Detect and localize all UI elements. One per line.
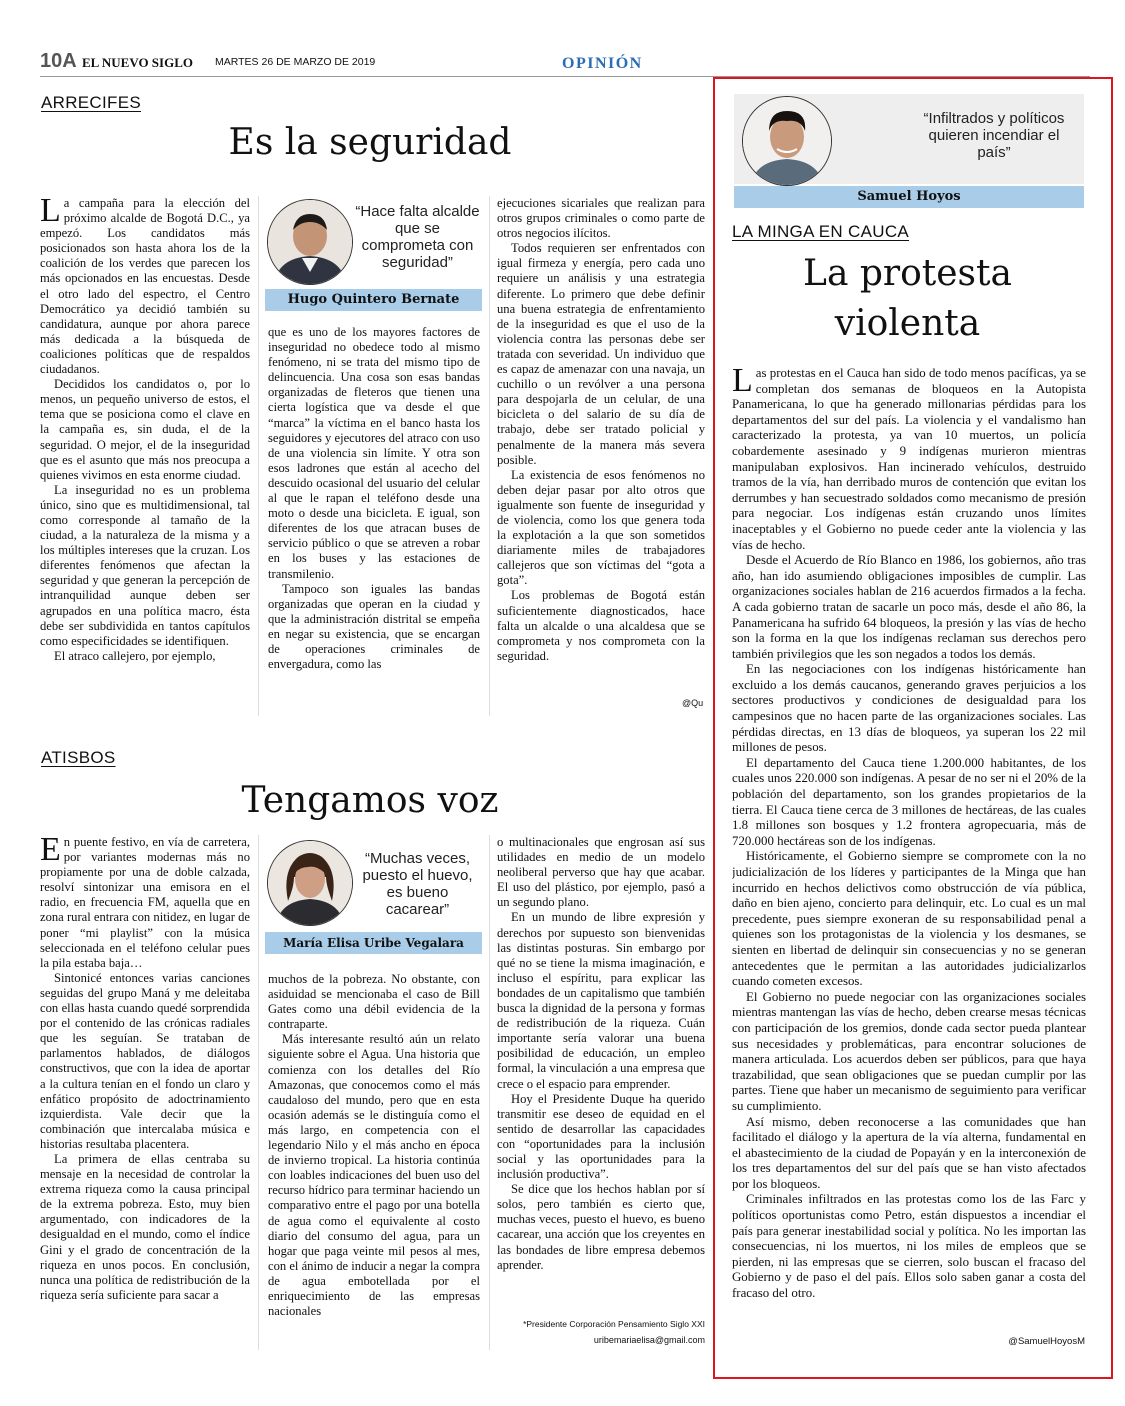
article3-title-line2: violenta: [834, 303, 981, 344]
article1-paragraph: Decididos los candidatos o, por lo menos, un pequeño universo de estos, el tema que se posiciona como el clave en la campaña es, sin duda, el de la seguridad. O mejor, el de la inseguridad que es el asunto que más nos preocupa a quienes vivimos en esta enorme ciudad.: [40, 377, 250, 482]
article3-paragraph: El departamento del Cauca tiene 1.200.000 habitantes, de los cuales unos 220.000 son indígenas. A pesar de no ser ni el 20% de la población del departamento, son los grandes propietarios de la tierra. El Cauca tiene cerca de 3 millones de hectáreas, de las cuales 1.8 millones son bosques y 1.2 frontera agropecuaria, más de 720.000 hectáreas son de los indígenas.: [732, 755, 1086, 848]
column-divider: [489, 835, 490, 1350]
column-divider: [258, 835, 259, 1350]
article3-paragraph: Las protestas en el Cauca han sido de todo menos pacíficas, ya se completan dos semanas de bloqueos en la Autopista Panamericana, lo que ha generado millonarias pérdidas para los departamentos del sur del país. La violencia y el vandalismo han caracterizado la protesta, ya van 10 muertos, un policía cobardemente asesinado y 9 indígenas murieron mientras manipulaban explosivos. Han incinerado vehículos, destruido tramos de la vía, han derribado muros de contención que evitan los derrumbes y han secuestrado soldados como mecanismo de presión para negociar. Los indígenas están cruzando unos límites inaceptables y el Gobierno no puede ceder ante la violencia y las vías de hecho.: [732, 366, 1086, 552]
article3-handle: @SamuelHoyosM: [1008, 1336, 1085, 1347]
article2-paragraph: Sintonicé entonces varias canciones seguidas del grupo Maná y me deleitaba con ellas hasta cuando quedé sorprendida por el contenido de las crónicas radiales que les seguían. Se trataban de parlamentos hablados, de diálogos constructivos, que con la idea de aportar a la cultura tenían en el fondo un claro y enfático propósito de adoctrinamiento izquierdista. Vale decir que la combinación que intercalaba música e historias resultaba placentera.: [40, 970, 250, 1151]
section-name: OPINIÓN: [562, 55, 643, 72]
article2-section-label: ATISBOS: [41, 748, 116, 767]
article2-quote: “Muchas veces, puesto el huevo, es bueno cacarear”: [362, 850, 473, 918]
article1-handle: @Qu: [682, 698, 704, 708]
article3-author: Samuel Hoyos: [734, 186, 1084, 208]
article2-column-3: [497, 835, 705, 1315]
article3-paragraph: El Gobierno no puede negociar con las organizaciones sociales mientras mantengan las vías de hecho, deben crearse mesas técnicas con participación de los gremios, donde cada sector pueda plantear sus necesidades y problemáticas, para encontrar soluciones de manera articulada. Los acuerdos deben ser públicos, para que haya trazabilidad, que sean obligaciones que se puedan cumplir por las partes. Tiene que haber un mecanismo de seguimiento para verificar su cumplimiento.: [732, 989, 1086, 1113]
article1-author: Hugo Quintero Bernate: [265, 289, 482, 311]
article2-column-1: [40, 835, 250, 1350]
article1-paragraph: La campaña para la elección del próximo alcalde de Bogotá D.C., ya empezó. Los candidatos más posicionados son hasta ahora los de la coalición de los verdes que parecen los más opcionados en las encuestas. Desde el otro lado del espectro, el Centro Democrático ya decidió también su candidatura, aunque por ahora parece más dedicada a la búsqueda de coaliciones políticas que de respaldos ciudadanos.: [40, 196, 250, 377]
column-divider: [258, 196, 259, 716]
article3-paragraph: Criminales infiltrados en las protestas como los de las Farc y políticos oportunistas como Petro, están dispuestos a incendiar el país para generar inestabilidad social y política. No les importan las consecuencias, ni los muertos, ni los miles de empleos que se pierden, ni las empresas que se cierren, solo buscan el fracaso del Gobierno y de paso el del país. Ellos solo saben ganar a costa del fracaso del otro.: [732, 1192, 1086, 1301]
drop-cap: L: [732, 366, 753, 399]
article1-paragraph: Los problemas de Bogotá están suficientemente diagnosticados, hace falta un alcalde o una alcaldesa que se comprometa y nos comprometa con la seguridad.: [497, 588, 705, 663]
article2-paragraph: Más interesante resultó aún un relato siguiente sobre el Agua. Una historia que comienza con los detalles del Río Amazonas, que conocemos como el más caudaloso del mundo, pero que en esta ocasión además se le distinguía como el más largo, en competencia con el legendario Nilo y el más ancho en época de invierno tropical. La historia continúa con loables indicaciones del buen uso del recurso hídrico para terminar haciendo un comparativo entre el pago por una botella de agua como el equivalente al costo diario del consumo del agua, para un hogar que paga veinte mil pesos al mes, con el ánimo de inducir a negar la compra de agua embotellada por el enriquecimiento de las empresas nacionales: [268, 1032, 480, 1319]
article1-quote-box: [265, 197, 482, 313]
author-photo: [267, 840, 353, 926]
article3-paragraph: Históricamente, el Gobierno siempre se compromete con la no judicialización de los líderes y participantes de la Minga que han incurrido en hechos delictivos como obstrucción de vía pública, daño en bien ajeno, concierto para delinquir, etc. Lo cual es un mal precedente, pues siempre exoneran de su responsabilidad penal a quienes son los protagonistas de la violencia y los desmanes, se sienten en libertad de delinquir sin consecuencias y no se generan antecedentes que le permitan a las autoridades judicializarlos cuando cometen excesos.: [732, 849, 1086, 989]
paper-name: EL NUEVO SIGLO: [82, 55, 193, 70]
masthead: [40, 50, 1090, 77]
article1-paragraph: ejecuciones sicariales que realizan para otros grupos criminales o como parte de otros negocios ilícitos.: [497, 196, 705, 241]
article3-section-label: LA MINGA EN CAUCA: [732, 222, 910, 241]
article1-paragraph: El atraco callejero, por ejemplo,: [54, 648, 216, 663]
article3-body: [732, 366, 1086, 1334]
article1-column-2: [268, 325, 480, 717]
article1-paragraph: La inseguridad no es un problema único, sino que es multidimensional, tal como corresponde al tamaño de la ciudad, a la naturaleza de la misma y a los múltiples intereses que la cruzan. Los diferentes fenómenos que afectan la seguridad y que generan la percepción de intranquilidad aunque deben ser agrupados en una política macro, ésta debe ser subdividida en tantos capítulos como especificidades se identifiquen.: [40, 482, 250, 648]
article2-quote-box: [265, 838, 482, 956]
article2-paragraph: muchos de la pobreza. No obstante, con asiduidad se mencionaba el caso de Bill Gates como una débil evidencia de la contraparte.: [268, 972, 480, 1032]
article1-paragraph: Tampoco son iguales las bandas organizadas que operan en la ciudad y que la administración distrital se empeña en negar su existencia, que se encargan de operaciones criminales de envergadura, como las: [268, 581, 480, 672]
article2-paragraph: La primera de ellas centraba su mensaje en la necesidad de controlar la extrema riqueza como la causa principal de la extrema pobreza. Esto, muy bien argumentado, con indicadores de la desigualdad en el mundo, como el índice Gini y el grado de concentración de la riqueza en unos pocos. En conclusión, nunca una política de redistribución de la riqueza sería suficiente para sacar a: [40, 1151, 250, 1302]
article2-footnote: *Presidente Corporación Pensamiento Siglo XXI: [523, 1319, 705, 1329]
article3-title-line1: La protesta: [803, 253, 1012, 294]
article1-paragraph: que es uno de los mayores factores de inseguridad no obedece todo al mismo fenómeno, ni se trata del mismo tipo de delincuencia. Una cosa son esas bandas organizadas de fleteros que tienen una cierta logística que va desde el que “marca” la víctima en el banco hasta los seguidores y ejecutores del atraco con uso de una violencia sin límite. Y otra son esos ladrones que están al acecho del descuido ocasional del usuario del celular al que le rapan el teléfono desde una moto o desde una bicicleta. E igual, son diferentes de los que atracan buses de servicio público o que se atreven a robar en los buses y las estaciones de transmilenio.: [268, 325, 480, 581]
page-number: 10A: [40, 50, 77, 72]
article3-quote: “Infiltrados y políticos quieren incendiar el país”: [923, 110, 1065, 161]
article2-column-2: [268, 972, 480, 1350]
drop-cap: L: [40, 196, 61, 229]
article2-paragraph: o multinacionales que engrosan así sus utilidades en medio de un modelo neoliberal perverso que hay que acabar. El uso del plástico, por ejemplo, pasó a un segundo plano.: [497, 835, 705, 910]
article1-paragraph: Todos requieren ser enfrentados con igual firmeza y energía, pero cada uno requiere un análisis y una estrategia diferente. Lo primero que debe definir una buena estrategia de enfrentamiento de la inseguridad es que el uso de la violencia contra las personas debe ser tratada con severidad. Un individuo que es capaz de amenazar con una navaja, un cuchillo o un revólver a una persona para despojarla de un celular, de una bicicleta o del salario de su día de trabajo, debe ser tratado policial y penalmente de la manera más severa posible.: [497, 241, 705, 467]
column-divider: [489, 196, 490, 716]
masthead-date: MARTES 26 DE MARZO DE 2019: [215, 56, 376, 68]
article1-column-1: [40, 196, 250, 716]
article3-paragraph: Así mismo, deben reconocerse a las comunidades que han facilitado el diálogo y la apertura de la vía alterna, fundamental en el abastecimiento de la ciudad de Popayán y en la interconexión de los tres departamentos del sur del país que se han visto afectados por los bloqueos.: [732, 1114, 1086, 1191]
article1-title: Es la seguridad: [228, 122, 512, 163]
drop-cap: E: [40, 835, 61, 868]
article2-title: Tengamos voz: [241, 780, 499, 821]
article1-paragraph: La existencia de esos fenómenos no deben dejar pasar por alto otros que igualmente son fuente de inseguridad y de violencia, como los que genera toda la explotación a la que son sometidos diariamente miles de trabajadores callejeros que son víctimas del “gota a gota”.: [497, 467, 705, 588]
article2-paragraph: Hoy el Presidente Duque ha querido transmitir ese deseo de equidad en el sentido de desarrollar las capacidades con “oportunidades para la inclusión social y las oportunidades para la inclusión productiva”.: [497, 1091, 705, 1182]
article2-email: uribemariaelisa@gmail.com: [593, 1335, 705, 1345]
article2-paragraph: En puente festivo, en vía de carretera, por variantes modernas más no propiamente por una de doble calzada, resolví sintonizar una emisora en el radio, en frecuencia FM, aquella que en zona rural entrara con nitidez, en lugar de poner “mi playlist” con la música seleccionada en el teléfono celular pues la pila estaba baja…: [40, 835, 250, 970]
article2-paragraph: Se dice que los hechos hablan por sí solos, pero también es cierto que, muchas veces, puesto el huevo, es bueno cacarear, una acción que los creyentes en las bondades de libre empresa debemos aprender.: [497, 1182, 705, 1272]
article3-paragraph: Desde el Acuerdo de Río Blanco en 1986, los gobiernos, año tras año, han ido asumiendo obligaciones imposibles de cumplir. Las organizaciones sociales hablan de 216 acuerdos firmados a la fecha. A cada gobierno tratan de sacarle un poco más, desde el año 86, la Panamericana ha sufrido 64 bloqueos, la presión y las vías de hecho son la forma en la que los indígenas reclaman sus derechos pero también privilegios que les son negados a todos los demás.: [732, 553, 1086, 661]
article2-author: María Elisa Uribe Vegalara: [265, 932, 482, 954]
article1-section-label: ARRECIFES: [41, 93, 141, 112]
article3-quote-box: [734, 94, 1084, 210]
author-photo: [267, 199, 353, 285]
article2-paragraph: En un mundo de libre expresión y derechos por supuesto son bienvenidas las distintas posturas. Sin embargo por qué no se tiene la misma imaginación, e incluso el espíritu, para explicar las bondades de un capitalismo que también busca la dignidad de la persona y formas de redistribución de la riqueza. Cuán importante sería valorar una buena posibilidad de educación, un empleo formal, la vinculación a una empresa que crece o el espacio para emprender.: [497, 910, 705, 1091]
author-photo: [742, 96, 832, 186]
article1-column-3: [497, 196, 705, 696]
article3-paragraph: En las negociaciones con los indígenas históricamente han excluido a los demás caucanos, generando graves perjuicios a los sectores productivos y condiciones de desigualdad para los campesinos que no hacen parte de las organizaciones sociales. Las pérdidas directas, en 13 días de bloqueos, ya superan los 22 mil millones de pesos.: [732, 662, 1086, 755]
article1-quote: “Hace falta alcalde que se comprometa con seguridad”: [355, 203, 480, 271]
